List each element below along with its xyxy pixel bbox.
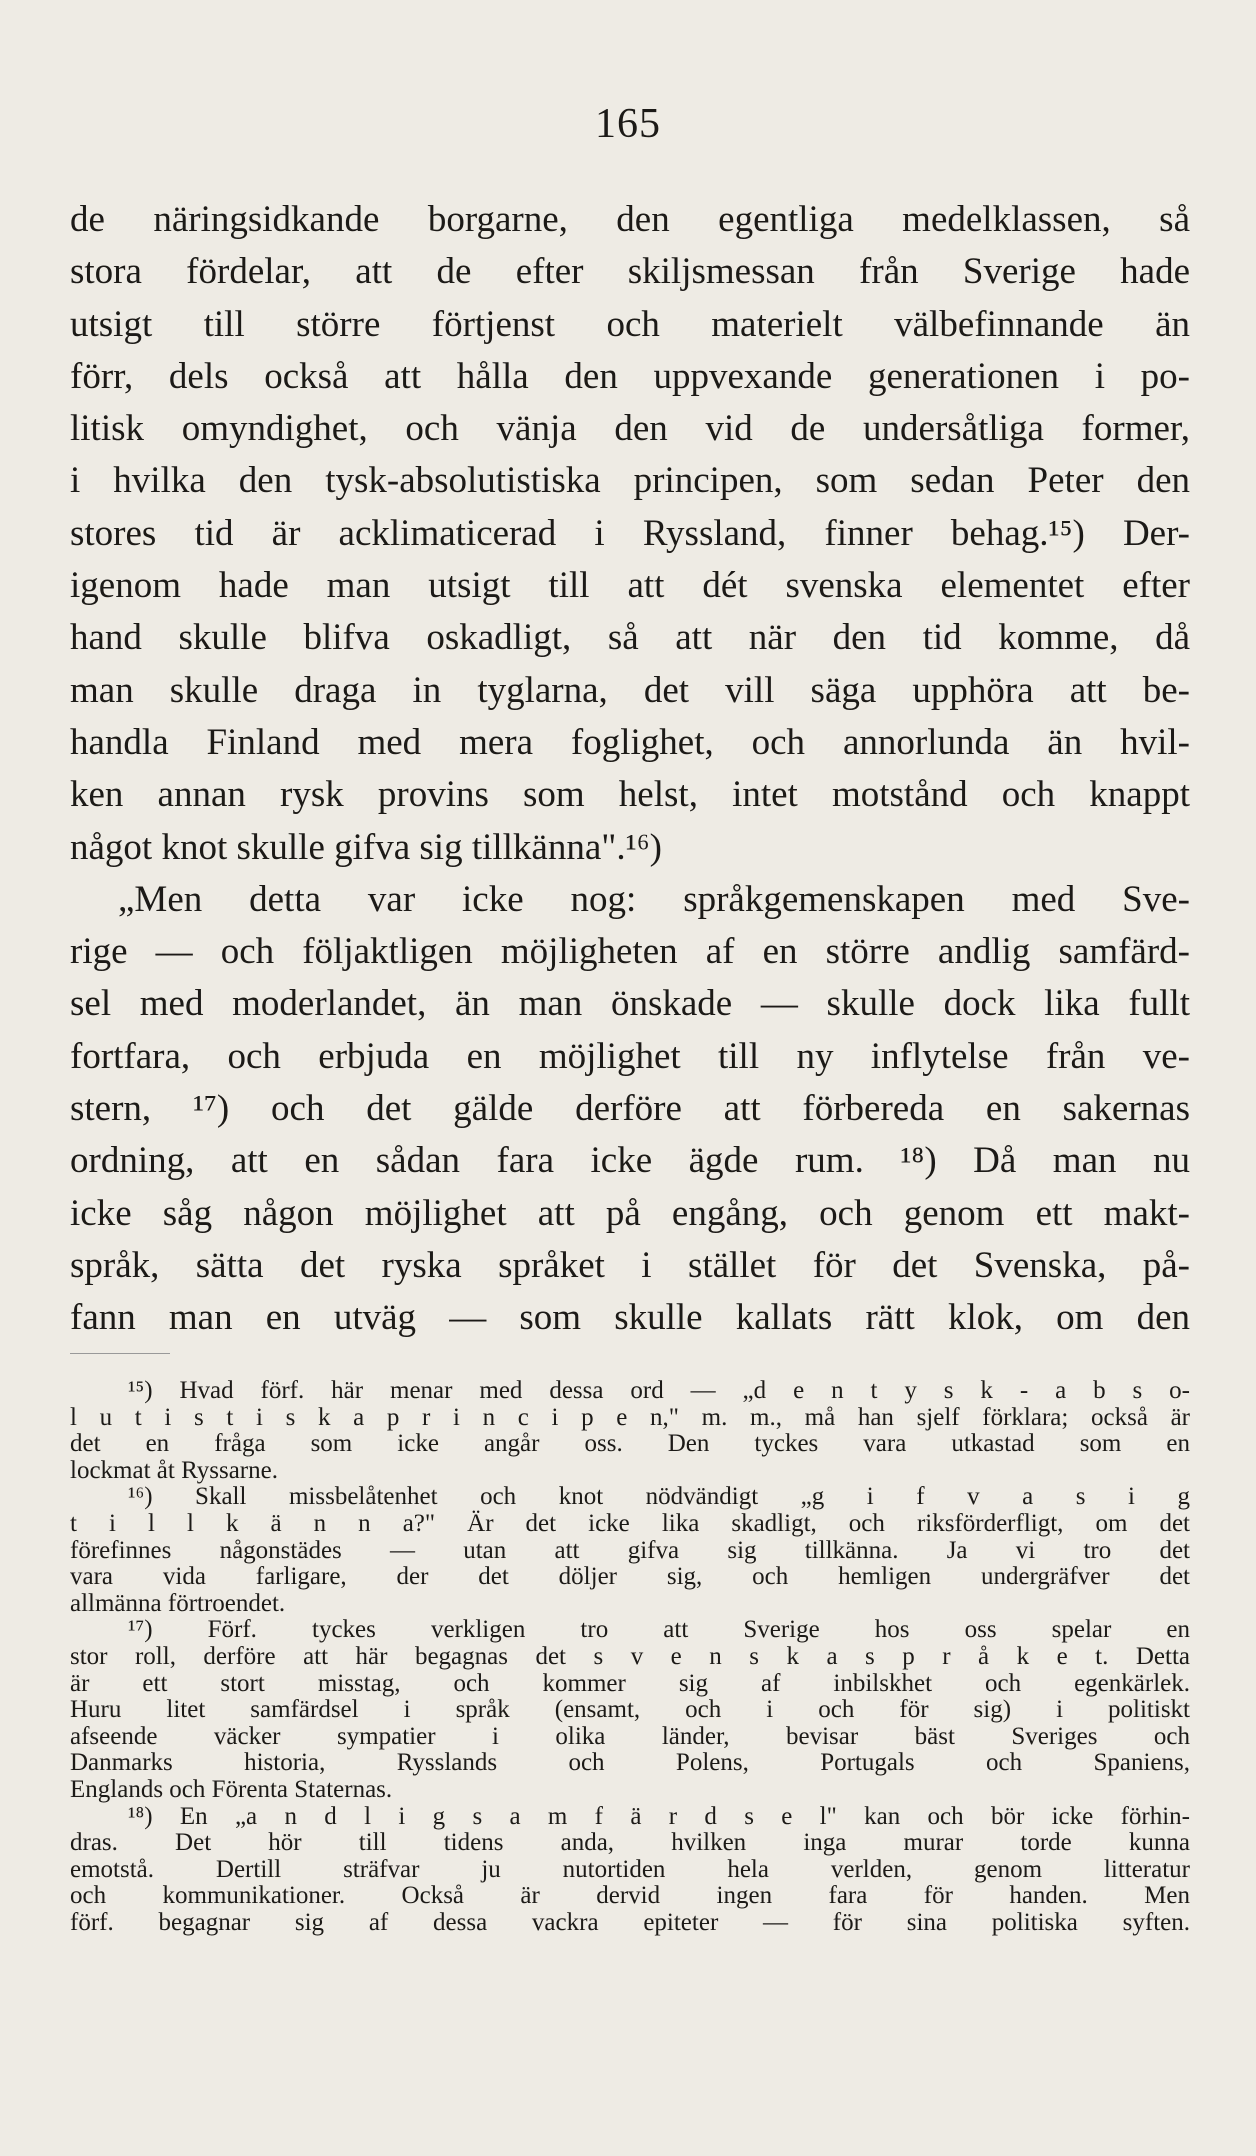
text-line: igenom hade man utsigt till att dét svenska elementet efter — [70, 565, 1190, 607]
text-line: man skulle draga in tyglarna, det vill säga upphöra att be- — [70, 669, 1190, 711]
text-line: ken annan rysk provins som helst, intet motstånd och knappt — [70, 774, 1190, 816]
text-line: litisk omyndighet, och vänja den vid de undersåtliga former, — [70, 408, 1190, 450]
footnote-line: stor roll, derföre att här begagnas det s v e n s k a s p r å k e t. Detta — [70, 1642, 1190, 1670]
text-line: handla Finland med mera foglighet, och annorlunda än hvil- — [70, 721, 1190, 763]
text-line: fortfara, och erbjuda en möjlighet till ny inflytelse från ve- — [70, 1035, 1190, 1077]
text-line: sel med moderlandet, än man önskade — skulle dock lika fullt — [70, 983, 1190, 1025]
footnote-line: t i l l k ä n n a?" Är det icke lika skadligt, och riksförderfligt, om det — [70, 1509, 1190, 1537]
text-line: något knot skulle gifva sig tillkänna".¹⁶) — [70, 826, 662, 868]
footnote-line: Danmarks historia, Rysslands och Polens, Portugals och Spaniens, — [70, 1749, 1190, 1777]
text-line: de näringsidkande borgarne, den egentliga medelklassen, så — [70, 199, 1190, 240]
text-line: i hvilka den tysk-absolutistiska principen, som sedan Peter den — [70, 460, 1190, 502]
footnote-line: l u t i s t i s k a p r i n c i p e n," m. m., må han sjelf förklara; också är — [70, 1403, 1190, 1431]
page-number: 165 — [595, 101, 661, 147]
footnote-line: och kommunikationer. Också är dervid ingen fara för handen. Men — [70, 1882, 1190, 1910]
footnote-line: vara vida farligare, der det döljer sig, och hemligen undergräfver det — [70, 1563, 1190, 1591]
footnote-line: lockmat åt Ryssarne. — [70, 1456, 278, 1484]
text-line: fann man en utväg — som skulle kallats rätt klok, om den — [70, 1297, 1190, 1339]
text-line: icke såg någon möjlighet att på engång, och genom ett makt- — [70, 1192, 1190, 1234]
footnote-line: ¹⁸) En „a n d l i g s a m f ä r d s e l" kan och bör icke förhin- — [128, 1802, 1190, 1830]
text-line: rige — och följaktligen möjligheten af en större andlig samfärd- — [70, 931, 1190, 973]
footnote-line: ¹⁵) Hvad förf. här menar med dessa ord — „d e n t y s k - a b s o- — [128, 1377, 1190, 1404]
text-line: „Men detta var icke nog: språkgemenskapen med Sve- — [118, 878, 1190, 920]
footnote-divider — [70, 1353, 170, 1354]
text-line: förr, dels också att hålla den uppvexande generationen i po- — [70, 355, 1190, 397]
footnote-line: Englands och Förenta Staternas. — [70, 1775, 393, 1803]
footnote-line: förefinnes någonstädes — utan att gifva sig tillkänna. Ja vi tro det — [70, 1536, 1190, 1564]
text-line: ordning, att en sådan fara icke ägde rum. ¹⁸) Då man nu — [70, 1140, 1190, 1182]
footnote-line: emotstå. Dertill sträfvar ju nutortiden hela verlden, genom litteratur — [70, 1855, 1190, 1883]
footnote-line: det en fråga som icke angår oss. Den tyckes vara utkastad som en — [70, 1430, 1190, 1458]
text-line: språk, sätta det ryska språket i stället för det Svenska, på- — [70, 1244, 1190, 1286]
footnotes — [70, 1378, 1190, 1936]
main-text — [70, 194, 1190, 1345]
text-line: utsigt till större förtjenst och materielt välbefinnande än — [70, 303, 1190, 345]
text-line: hand skulle blifva oskadligt, så att när den tid komme, då — [70, 617, 1190, 659]
footnote-line: är ett stort misstag, och kommer sig af inbilskhet och egenkärlek. — [70, 1669, 1190, 1697]
footnote-line: afseende väcker sympatier i olika länder, bevisar bäst Sveriges och — [70, 1722, 1190, 1750]
footnote-line: förf. begagnar sig af dessa vackra epiteter — för sina politiska syften. — [70, 1908, 1190, 1936]
text-line: stores tid är acklimaticerad i Ryssland, finner behag.¹⁵) Der- — [70, 512, 1190, 554]
footnote-line: Huru litet samfärdsel i språk (ensamt, och i och för sig) i politiskt — [70, 1696, 1190, 1724]
footnote-line: dras. Det hör till tidens anda, hvilken inga murar torde kunna — [70, 1829, 1190, 1857]
footnote-line: allmänna förtroendet. — [70, 1589, 286, 1617]
footnote-line: ¹⁶) Skall missbelåtenhet och knot nödvändigt „g i f v a s i g — [128, 1483, 1190, 1511]
text-line: stern, ¹⁷) och det gälde derföre att förbereda en sakernas — [70, 1088, 1190, 1130]
text-line: stora fördelar, att de efter skiljsmessan från Sverige hade — [70, 251, 1190, 293]
footnote-line: ¹⁷) Förf. tyckes verkligen tro att Sverige hos oss spelar en — [128, 1616, 1190, 1644]
